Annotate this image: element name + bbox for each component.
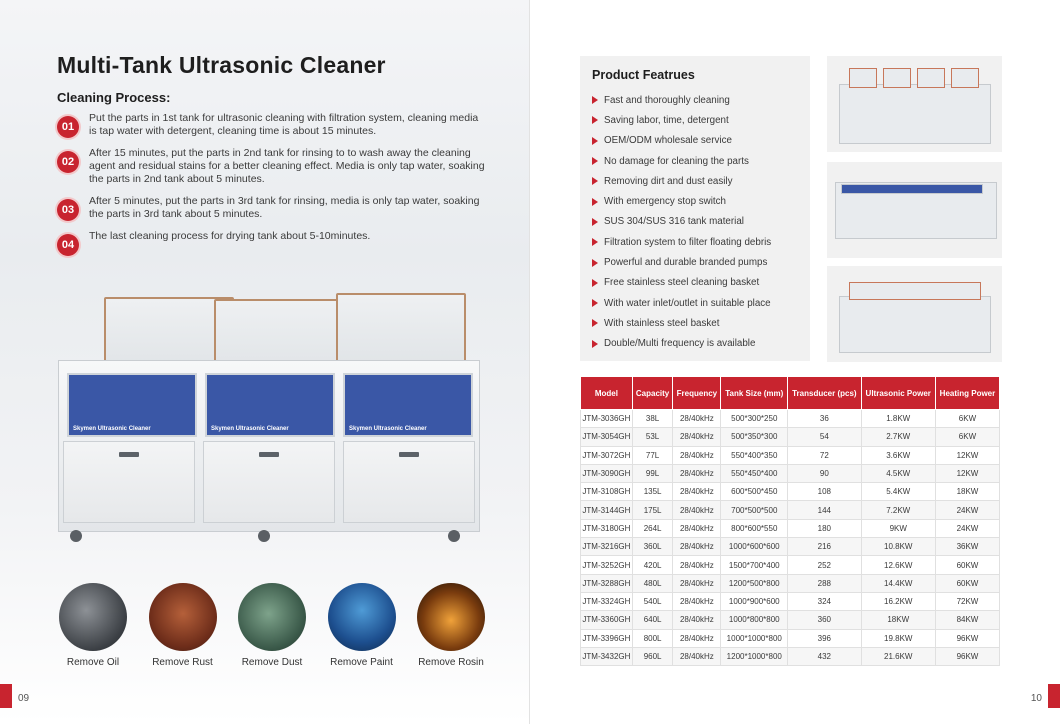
- table-cell: 1000*1000*800: [721, 629, 788, 647]
- feature-item: [592, 293, 798, 313]
- features-title: Product Featrues: [592, 68, 695, 82]
- feature-item: [592, 110, 798, 130]
- table-cell: 264L: [632, 519, 673, 537]
- feature-text: No damage for cleaning the parts: [604, 155, 749, 167]
- control-panel: [343, 373, 473, 437]
- arrow-right-icon: [592, 259, 598, 267]
- page-title: Multi-Tank Ultrasonic Cleaner: [57, 52, 386, 78]
- sample-rosin: [415, 583, 487, 668]
- machine-body: [58, 360, 480, 532]
- column-header: Tank Size (mm): [721, 377, 788, 410]
- feature-item: [592, 90, 798, 110]
- table-cell: 12KW: [935, 464, 999, 482]
- table-row: [581, 446, 1000, 464]
- table-cell: 72KW: [935, 592, 999, 610]
- sample-rust: [147, 583, 219, 668]
- table-cell: JTM-3108GH: [581, 483, 633, 501]
- table-cell: 21.6KW: [861, 647, 935, 665]
- table-cell: 800L: [632, 629, 673, 647]
- table-row: [581, 519, 1000, 537]
- feature-item: [592, 212, 798, 232]
- product-photo-3: [827, 266, 1002, 362]
- table-cell: 12.6KW: [861, 556, 935, 574]
- step-number-badge: 01: [57, 116, 79, 138]
- caster-wheel: [258, 530, 270, 542]
- table-cell: 24KW: [935, 501, 999, 519]
- table-cell: JTM-3288GH: [581, 574, 633, 592]
- gear-image: [59, 583, 127, 651]
- table-cell: 60KW: [935, 574, 999, 592]
- table-cell: JTM-3324GH: [581, 592, 633, 610]
- feature-text: Filtration system to filter floating debris: [604, 236, 772, 248]
- feature-text: With stainless steel basket: [604, 317, 720, 329]
- feature-text: Saving labor, time, detergent: [604, 114, 729, 126]
- sample-label: Remove Oil: [66, 657, 120, 668]
- arrow-right-icon: [592, 157, 598, 165]
- feature-item: [592, 313, 798, 333]
- table-cell: 84KW: [935, 611, 999, 629]
- feature-text: With emergency stop switch: [604, 196, 726, 208]
- table-cell: 28/40kHz: [673, 611, 721, 629]
- step-number-badge: 04: [57, 234, 79, 256]
- right-page: [530, 0, 1060, 724]
- table-cell: 90: [788, 464, 861, 482]
- table-cell: 36KW: [935, 538, 999, 556]
- column-header: Frequency: [673, 377, 721, 410]
- table-cell: JTM-3144GH: [581, 501, 633, 519]
- machine-image: [839, 296, 991, 353]
- sample-oil: [57, 583, 129, 668]
- arrow-right-icon: [592, 299, 598, 307]
- arrow-right-icon: [592, 137, 598, 145]
- feature-item: [592, 334, 798, 354]
- step-text: After 5 minutes, put the parts in 3rd tank for rinsing, media is only tap water, soaking the parts in 3rd tank about 5 minutes.: [89, 195, 480, 220]
- table-cell: JTM-3252GH: [581, 556, 633, 574]
- feature-item: [592, 232, 798, 252]
- table-cell: 500*350*300: [721, 428, 788, 446]
- feature-text: Double/Multi frequency is available: [604, 338, 756, 350]
- table-row: [581, 410, 1000, 428]
- page-number: 10: [1030, 693, 1042, 704]
- table-cell: 1000*900*600: [721, 592, 788, 610]
- table-cell: JTM-3396GH: [581, 629, 633, 647]
- table-cell: 1200*1000*800: [721, 647, 788, 665]
- table-cell: 216: [788, 538, 861, 556]
- feature-text: Fast and thoroughly cleaning: [604, 94, 730, 106]
- table-cell: 1200*500*800: [721, 574, 788, 592]
- specification-table: [580, 376, 1000, 666]
- page-number: 09: [18, 693, 30, 704]
- tank-lid: [917, 68, 945, 88]
- step-text: After 15 minutes, put the parts in 2nd tank for rinsing to to wash away the cleaning agent and residual stains for a better cleaning effect. Media is only tap water, soaking the parts in 2nd tank about 5 minutes.: [89, 147, 485, 185]
- table-cell: 28/40kHz: [673, 647, 721, 665]
- cabinet-door: [63, 441, 195, 523]
- table-row: [581, 483, 1000, 501]
- table-cell: 500*300*250: [721, 410, 788, 428]
- table-row: [581, 647, 1000, 665]
- rosin-image: [417, 583, 485, 651]
- table-cell: 135L: [632, 483, 673, 501]
- step-1: [57, 112, 487, 138]
- table-cell: 1.8KW: [861, 410, 935, 428]
- table-cell: JTM-3360GH: [581, 611, 633, 629]
- feature-text: SUS 304/SUS 316 tank material: [604, 216, 744, 228]
- feature-item: [592, 151, 798, 171]
- table-cell: 72: [788, 446, 861, 464]
- table-row: [581, 464, 1000, 482]
- sample-label: Remove Dust: [241, 657, 303, 668]
- feature-text: Powerful and durable branded pumps: [604, 257, 768, 269]
- arrow-right-icon: [592, 279, 598, 287]
- tank-lid: [883, 68, 911, 88]
- column-header: Model: [581, 377, 633, 410]
- sample-label: Remove Paint: [330, 657, 393, 668]
- table-cell: 10.8KW: [861, 538, 935, 556]
- table-cell: 9KW: [861, 519, 935, 537]
- column-header: Heating Power: [935, 377, 999, 410]
- table-cell: 19.8KW: [861, 629, 935, 647]
- table-row: [581, 592, 1000, 610]
- column-header: Ultrasonic Power: [861, 377, 935, 410]
- step-3: [57, 195, 487, 221]
- table-cell: 28/40kHz: [673, 501, 721, 519]
- table-body: [581, 410, 1000, 666]
- arrow-right-icon: [592, 116, 598, 124]
- arrow-right-icon: [592, 340, 598, 348]
- table-cell: JTM-3072GH: [581, 446, 633, 464]
- arrow-right-icon: [592, 177, 598, 185]
- cabinet-door: [203, 441, 335, 523]
- table-cell: 96KW: [935, 647, 999, 665]
- table-cell: 800*600*550: [721, 519, 788, 537]
- table-cell: 396: [788, 629, 861, 647]
- table-cell: 18KW: [861, 611, 935, 629]
- table-cell: JTM-3216GH: [581, 538, 633, 556]
- table-cell: 12KW: [935, 446, 999, 464]
- table-cell: 360: [788, 611, 861, 629]
- table-cell: 14.4KW: [861, 574, 935, 592]
- table-cell: 360L: [632, 538, 673, 556]
- table-cell: 1500*700*400: [721, 556, 788, 574]
- feature-item: [592, 273, 798, 293]
- table-cell: 5.4KW: [861, 483, 935, 501]
- step-number-badge: 02: [57, 151, 79, 173]
- table-row: [581, 629, 1000, 647]
- table-cell: 18KW: [935, 483, 999, 501]
- control-panel: [205, 373, 335, 437]
- arrow-right-icon: [592, 96, 598, 104]
- product-features-box: [580, 56, 810, 361]
- door-handle: [119, 452, 139, 457]
- feature-text: Free stainless steel cleaning basket: [604, 277, 760, 289]
- table-cell: 175L: [632, 501, 673, 519]
- arrow-right-icon: [592, 319, 598, 327]
- table-cell: 7.2KW: [861, 501, 935, 519]
- table-cell: 28/40kHz: [673, 556, 721, 574]
- feature-item: [592, 252, 798, 272]
- table-row: [581, 574, 1000, 592]
- table-cell: 960L: [632, 647, 673, 665]
- table-cell: 180: [788, 519, 861, 537]
- table-row: [581, 428, 1000, 446]
- table-cell: 600*500*450: [721, 483, 788, 501]
- table-cell: JTM-3432GH: [581, 647, 633, 665]
- feature-item: [592, 191, 798, 211]
- cleaning-process-heading: Cleaning Process:: [57, 90, 171, 105]
- table-cell: 2.7KW: [861, 428, 935, 446]
- table-cell: 324: [788, 592, 861, 610]
- arrow-right-icon: [592, 198, 598, 206]
- table-cell: 24KW: [935, 519, 999, 537]
- feature-item: [592, 171, 798, 191]
- table-cell: 28/40kHz: [673, 428, 721, 446]
- caster-wheel: [448, 530, 460, 542]
- table-row: [581, 501, 1000, 519]
- table-cell: 1000*600*600: [721, 538, 788, 556]
- door-handle: [259, 452, 279, 457]
- cabinet-door: [343, 441, 475, 523]
- table-cell: 77L: [632, 446, 673, 464]
- sample-dust: [236, 583, 308, 668]
- table-cell: JTM-3180GH: [581, 519, 633, 537]
- table-header-row: [581, 377, 1000, 410]
- table-cell: 540L: [632, 592, 673, 610]
- table-cell: 99L: [632, 464, 673, 482]
- sample-paint: [326, 583, 398, 668]
- table-cell: 420L: [632, 556, 673, 574]
- arrow-right-icon: [592, 218, 598, 226]
- table-cell: 53L: [632, 428, 673, 446]
- table-cell: 480L: [632, 574, 673, 592]
- table-cell: 38L: [632, 410, 673, 428]
- feature-list: [592, 90, 798, 354]
- table-cell: 36: [788, 410, 861, 428]
- circuit-board-image: [238, 583, 306, 651]
- control-panel: [67, 373, 197, 437]
- table-cell: JTM-3036GH: [581, 410, 633, 428]
- panel-label: Skymen Ultrasonic Cleaner: [73, 426, 151, 432]
- table-cell: 700*500*500: [721, 501, 788, 519]
- table-cell: 28/40kHz: [673, 483, 721, 501]
- feature-text: Removing dirt and dust easily: [604, 175, 733, 187]
- table-cell: 28/40kHz: [673, 574, 721, 592]
- table-cell: 28/40kHz: [673, 629, 721, 647]
- page-tab: [1048, 684, 1060, 708]
- ultrasonic-cleaner-image: [58, 285, 478, 550]
- tank-lid: [849, 68, 877, 88]
- table-cell: 288: [788, 574, 861, 592]
- step-number-badge: 03: [57, 199, 79, 221]
- feature-text: With water inlet/outlet in suitable place: [604, 297, 771, 309]
- rust-image: [149, 583, 217, 651]
- table-cell: 6KW: [935, 410, 999, 428]
- table-cell: 1000*800*800: [721, 611, 788, 629]
- table-cell: 640L: [632, 611, 673, 629]
- caster-wheel: [70, 530, 82, 542]
- paint-image: [328, 583, 396, 651]
- arrow-right-icon: [592, 238, 598, 246]
- door-handle: [399, 452, 419, 457]
- table-cell: JTM-3090GH: [581, 464, 633, 482]
- table-cell: JTM-3054GH: [581, 428, 633, 446]
- table-cell: 54: [788, 428, 861, 446]
- table-cell: 6KW: [935, 428, 999, 446]
- step-4: [57, 230, 487, 256]
- table-cell: 432: [788, 647, 861, 665]
- tank-lid: [951, 68, 979, 88]
- cleaning-steps: [57, 112, 487, 265]
- step-text: Put the parts in 1st tank for ultrasonic cleaning with filtration system, cleaning media is tap water with detergent, cleaning time is about 15 minutes.: [89, 112, 479, 137]
- table-cell: 28/40kHz: [673, 592, 721, 610]
- table-cell: 3.6KW: [861, 446, 935, 464]
- table-row: [581, 538, 1000, 556]
- table-cell: 252: [788, 556, 861, 574]
- column-header: Transducer (pcs): [788, 377, 861, 410]
- tank-lids: [849, 282, 981, 300]
- product-photo-2: [827, 162, 1002, 258]
- control-strip: [841, 184, 983, 194]
- page-tab: [0, 684, 12, 708]
- table-cell: 4.5KW: [861, 464, 935, 482]
- table-cell: 28/40kHz: [673, 519, 721, 537]
- step-text: The last cleaning process for drying tank about 5-10minutes.: [89, 230, 371, 242]
- table-cell: 28/40kHz: [673, 464, 721, 482]
- table-cell: 60KW: [935, 556, 999, 574]
- table-cell: 96KW: [935, 629, 999, 647]
- machine-image: [839, 84, 991, 144]
- table-cell: 550*400*350: [721, 446, 788, 464]
- table-cell: 28/40kHz: [673, 446, 721, 464]
- feature-text: OEM/ODM wholesale service: [604, 135, 732, 147]
- table-row: [581, 611, 1000, 629]
- sample-label: Remove Rust: [152, 657, 213, 668]
- table-cell: 28/40kHz: [673, 410, 721, 428]
- product-photo-1: [827, 56, 1002, 152]
- cleaning-samples: [57, 583, 487, 668]
- sample-label: Remove Rosin: [418, 657, 484, 668]
- table-cell: 16.2KW: [861, 592, 935, 610]
- column-header: Capacity: [632, 377, 673, 410]
- feature-item: [592, 131, 798, 151]
- step-2: [57, 147, 487, 186]
- table-cell: 108: [788, 483, 861, 501]
- table-cell: 28/40kHz: [673, 538, 721, 556]
- panel-label: Skymen Ultrasonic Cleaner: [349, 426, 427, 432]
- table-cell: 144: [788, 501, 861, 519]
- table-row: [581, 556, 1000, 574]
- table-cell: 550*450*400: [721, 464, 788, 482]
- panel-label: Skymen Ultrasonic Cleaner: [211, 426, 289, 432]
